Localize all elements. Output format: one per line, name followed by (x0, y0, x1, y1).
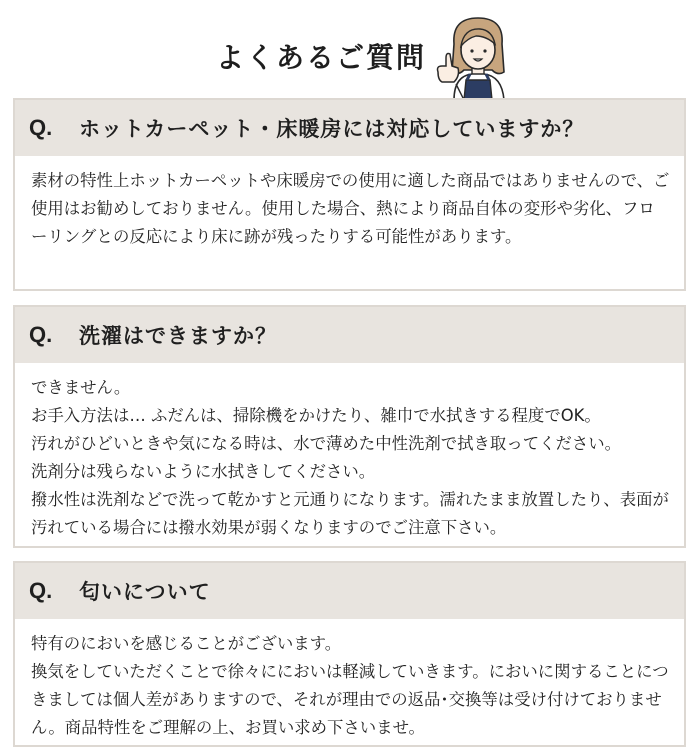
faq-question: 匂いについて (79, 580, 211, 604)
woman-thumbs-up-icon (432, 14, 524, 100)
faq-answer-text: できません。 お手入方法は… ふだんは、掃除機をかけたり、雑巾で水拭きする程度でOK。 汚れがひどいときや気になる時は、水で薄めた中性洗剤で拭き取ってください。 洗剤分は残らないように水拭きしてください。 撥水性は洗剤などで洗って乾かすと元通りになります。濡れたまま放置したり、表面が汚れている場合には撥水効果が弱くなりますのでご注意下さい。 (31, 378, 669, 537)
faq-item (13, 98, 686, 291)
q-mark: Q. (29, 322, 53, 347)
header (0, 0, 700, 100)
faq-answer (15, 363, 684, 552)
page-title: よくあるご質問 (216, 41, 427, 74)
faq-item (13, 561, 686, 747)
faq-question-bar (15, 563, 684, 619)
faq-question: ホットカーペット・床暖房には対応していますか？ (79, 117, 585, 141)
faq-question-bar (15, 307, 684, 363)
faq-question: 洗濯はできますか？ (79, 324, 277, 348)
faq-item (13, 305, 686, 548)
faq-answer-text: 素材の特性上ホットカーペットや床暖房での使用に適した商品ではありませんので、ご使用はお勧めしておりません。使用した場合、熱により商品自体の変形や劣化、フローリングとの反応により床に跡が残ったりする可能性があります。 (31, 171, 670, 246)
faq-answer (15, 156, 684, 261)
faq-question-bar (15, 100, 684, 156)
faq-answer (15, 619, 684, 752)
q-mark: Q. (29, 578, 53, 603)
faq-answer-text: 特有のにおいを感じることがございます。 換気をしていただくことで徐々ににおいは軽減していきます。においに関することにつきましては個人差がありますので、それが理由での返品･交換等は受け付けておりません。商品特性をご理解の上、お買い求め下さいませ。 (31, 634, 669, 737)
q-mark: Q. (29, 115, 53, 140)
